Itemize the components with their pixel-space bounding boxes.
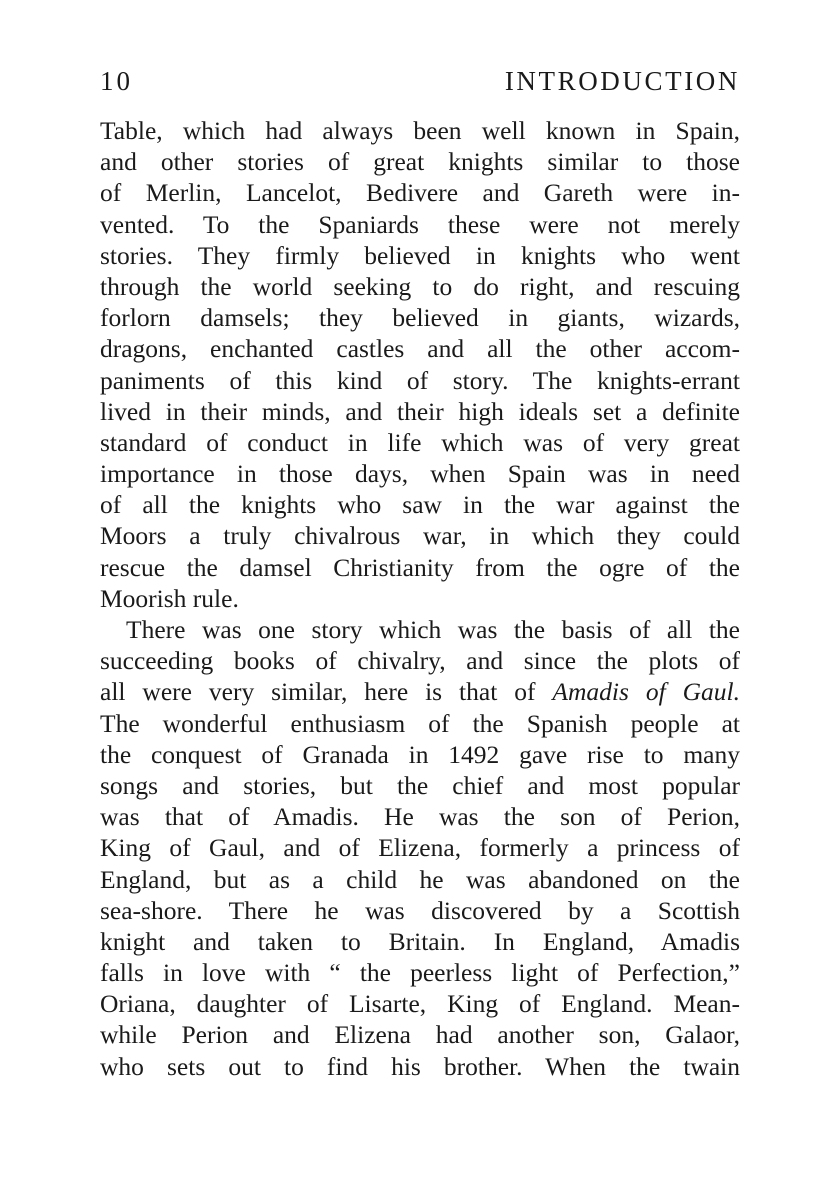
text-line: rescue the damsel Christianity from the ogre of the: [100, 552, 740, 582]
text-line: of all the knights who saw in the war against the: [100, 490, 740, 520]
book-title: Amadis of Gaul.: [552, 677, 740, 707]
text-line: The wonderful enthusiasm of the Spanish people at: [100, 708, 740, 738]
text-segment: all were very similar, here is that of: [100, 677, 553, 707]
text-line: Table, which had always been well known in Spain,: [100, 116, 740, 145]
text-line: knight and taken to Britain. In England, Amadis: [100, 926, 740, 956]
text-line: King of Gaul, and of Elizena, formerly a princess of: [100, 833, 740, 863]
text-line: who sets out to find his brother. When the twain: [100, 1051, 740, 1081]
page-header: [100, 66, 740, 106]
text-line: importance in those days, when Spain was in need: [100, 459, 740, 489]
text-line: through the world seeking to do right, and rescuing: [100, 271, 740, 301]
text-line: falls in love with “ the peerless light of Perfection,”: [100, 958, 740, 988]
text-line: was that of Amadis. He was the son of Perion,: [100, 802, 740, 832]
text-line: forlorn damsels; they believed in giants, wizards,: [100, 303, 740, 333]
text-line: succeeding books of chivalry, and since the plots of: [100, 646, 740, 676]
text-line: the conquest of Granada in 1492 gave rise to many: [100, 739, 740, 769]
running-head: INTRODUCTION: [504, 66, 740, 96]
text-line: There was one story which was the basis of all the: [126, 615, 740, 644]
text-line: England, but as a child he was abandoned on the: [100, 864, 740, 894]
text-line: dragons, enchanted castles and all the other accom-: [100, 334, 740, 364]
text-line: of Merlin, Lancelot, Bedivere and Gareth were in-: [100, 178, 740, 208]
page-number: 10: [100, 66, 133, 96]
text-line: lived in their minds, and their high ideals set a definite: [100, 396, 740, 426]
body-text: [100, 115, 740, 1082]
text-line-with-title: [100, 676, 740, 707]
text-line: and other stories of great knights similar to those: [100, 147, 740, 177]
text-line: Moors a truly chivalrous war, in which they could: [100, 521, 740, 551]
text-line: vented. To the Spaniards these were not merely: [100, 209, 740, 239]
text-line: standard of conduct in life which was of very great: [100, 427, 740, 457]
text-line: songs and stories, but the chief and most popular: [100, 770, 740, 800]
text-line: paniments of this kind of story. The knights-errant: [100, 365, 740, 395]
text-line: sea-shore. There he was discovered by a Scottish: [100, 895, 740, 925]
text-line: while Perion and Elizena had another son, Galaor,: [100, 1020, 740, 1050]
text-line: Oriana, daughter of Lisarte, King of England. Mean-: [100, 989, 740, 1019]
text-line: Moorish rule.: [100, 583, 239, 613]
text-line: stories. They firmly believed in knights who went: [100, 240, 740, 270]
